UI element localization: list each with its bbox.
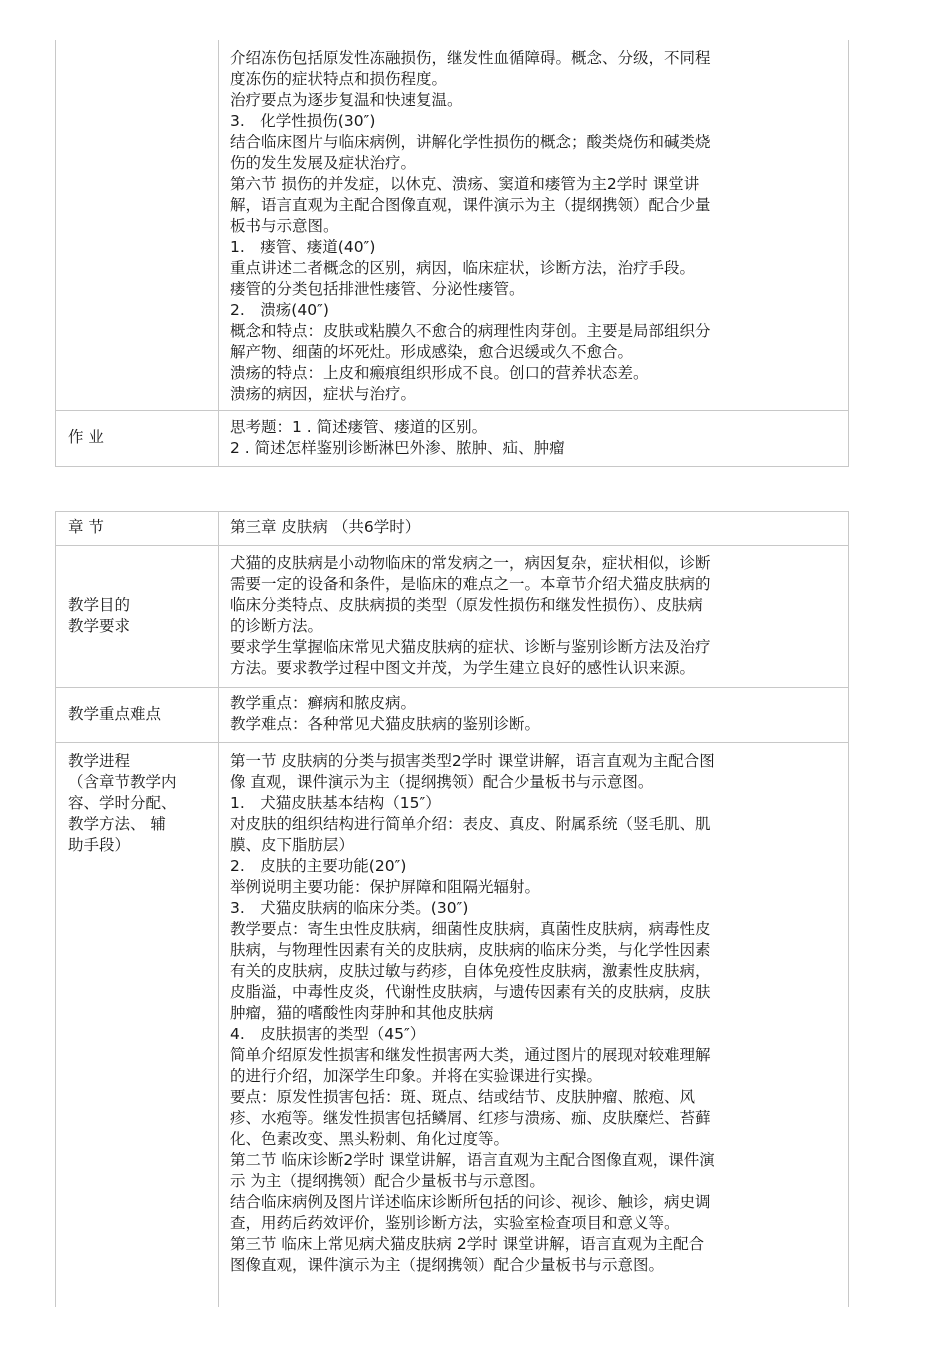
text-line: 第六节 损伤的并发症，以休克、溃疡、窦道和瘘管为主2学时 课堂讲 — [230, 175, 700, 193]
course-table-continued — [55, 40, 849, 467]
text-line: 方法。要求教学过程中图文并茂，为学生建立良好的感性认识来源。 — [230, 658, 696, 677]
text-line: 示 为主（提纲携领）配合少量板书与示意图。 — [230, 1172, 545, 1190]
text-line: 溃疡的特点：上皮和瘢痕组织形成不良。创口的营养状态差。 — [230, 364, 649, 382]
row-label-teaching-goals — [56, 546, 219, 688]
text-line: 溃疡的病因，症状与治疗。 — [230, 385, 417, 403]
label-line: （含章节教学内 — [68, 773, 177, 791]
text-line: 结合临床图片与临床病例，讲解化学性损伤的概念；酸类烧伤和碱类烧 — [230, 133, 711, 151]
text-line: 解，语言直观为主配合图像直观，课件演示为主（提纲携领）配合少量 — [230, 196, 711, 214]
text-line: 治疗要点为逐步复温和快速复温。 — [230, 91, 463, 109]
text-line: 皮脂溢，中毒性皮炎，代谢性皮肤病，与遗传因素有关的皮肤病，皮肤 — [230, 983, 711, 1001]
homework-cell — [219, 411, 849, 467]
text-line: 简单介绍原发性损害和继发性损害两大类，通过图片的展现对较难理解 — [230, 1046, 711, 1064]
text-line: 1. 瘘管、瘘道(40″) — [230, 238, 376, 256]
label-line: 教学方法、 辅 — [68, 815, 166, 833]
row-label-teaching-process — [56, 743, 219, 1307]
row-label-key-points: 教学重点难点 — [56, 688, 219, 743]
text-line: 解产物、细菌的坏死灶。形成感染，愈合迟缓或久不愈合。 — [230, 343, 634, 361]
text-line: 教学重点：癣病和脓皮病。 — [230, 694, 417, 712]
text-line: 需要一定的设备和条件，是临床的难点之一。本章节介绍犬猫皮肤病的 — [230, 574, 711, 593]
label-line: 教学目的 — [68, 595, 131, 614]
teaching-goals-cell — [219, 546, 849, 688]
text-line: 举例说明主要功能：保护屏障和阻隔光辐射。 — [230, 878, 541, 896]
text-line: 的诊断方法。 — [230, 616, 324, 635]
text-line: 3. 化学性损伤(30″) — [230, 112, 376, 130]
text-line: 概念和特点：皮肤或粘膜久不愈合的病理性肉芽创。主要是局部组织分 — [230, 322, 711, 340]
key-points-cell — [219, 688, 849, 743]
content-row — [56, 40, 849, 411]
text-line: 化、色素改变、黑头粉刺、角化过度等。 — [230, 1130, 510, 1148]
text-line: 介绍冻伤包括原发性冻融损伤，继发性血循障碍。概念、分级，不同程 — [230, 49, 711, 67]
row-label-empty — [56, 40, 219, 411]
row-label-homework: 作 业 — [56, 411, 219, 467]
text-line: 的进行介绍，加深学生印象。并将在实验课进行实操。 — [230, 1067, 603, 1085]
teaching-process-cell — [219, 743, 849, 1307]
label-line: 助手段） — [68, 836, 131, 854]
teaching-process-row — [56, 743, 849, 1307]
text-line: 结合临床病例及图片详述临床诊断所包括的问诊、视诊、触诊，病史调 — [230, 1193, 711, 1211]
label-line: 容、学时分配、 — [68, 794, 177, 812]
text-line: 图像直观，课件演示为主（提纲携领）配合少量板书与示意图。 — [230, 1256, 665, 1274]
text-line: 疹、水疱等。继发性损害包括鳞屑、红疹与溃疡、痂、皮肤糜烂、苔藓 — [230, 1109, 711, 1127]
text-line: 4. 皮肤损害的类型（45″） — [230, 1025, 426, 1043]
text-line: 临床分类特点、皮肤病损的类型（原发性损伤和继发性损伤）、皮肤病 — [230, 595, 703, 614]
text-line: 第一节 皮肤病的分类与损害类型2学时 课堂讲解，语言直观为主配合图 — [230, 752, 715, 770]
text-line: 瘘管的分类包括排泄性瘘管、分泌性瘘管。 — [230, 280, 525, 298]
text-line: 第二节 临床诊断2学时 课堂讲解，语言直观为主配合图像直观，课件演 — [230, 1151, 715, 1169]
text-line: 1. 犬猫皮肤基本结构（15″） — [230, 794, 441, 812]
text-line: 教学难点：各种常见犬猫皮肤病的鉴别诊断。 — [230, 715, 541, 733]
text-line: 查，用药后药效评价，鉴别诊断方法，实验室检查项目和意义等。 — [230, 1214, 680, 1232]
row-label-chapter: 章 节 — [56, 512, 219, 546]
text-line: 有关的皮肤病，皮肤过敏与药疹，自体免疫性皮肤病，激素性皮肤病， — [230, 962, 711, 980]
text-line: 要点：原发性损害包括：斑、斑点、结或结节、皮肤肿瘤、脓疱、风 — [230, 1088, 696, 1106]
chapter-title-cell: 第三章 皮肤病 （共6学时） — [219, 512, 849, 546]
text-line: 思考题：1 . 简述瘘管、瘘道的区别。 — [230, 417, 488, 436]
text-line: 度冻伤的症状特点和损伤程度。 — [230, 70, 448, 88]
text-line: 2. 皮肤的主要功能(20″) — [230, 857, 407, 875]
text-line: 对皮肤的组织结构进行简单介绍：表皮、真皮、附属系统（竖毛肌、肌 — [230, 815, 711, 833]
chapter-row — [56, 512, 849, 546]
teaching-goals-row — [56, 546, 849, 688]
text-line: 肤病，与物理性因素有关的皮肤病，皮肤病的临床分类，与化学性因素 — [230, 941, 711, 959]
text-line: 肿瘤，猫的嗜酸性肉芽肿和其他皮肤病 — [230, 1004, 494, 1022]
text-line: 膜、皮下脂肪层） — [230, 836, 355, 854]
text-line: 板书与示意图。 — [230, 217, 339, 235]
text-line: 要求学生掌握临床常见犬猫皮肤病的症状、诊断与鉴别诊断方法及治疗 — [230, 637, 711, 656]
text-line: 重点讲述二者概念的区别，病因，临床症状，诊断方法，治疗手段。 — [230, 259, 696, 277]
label-line: 教学要求 — [68, 616, 131, 635]
text-line: 2. 溃疡(40″) — [230, 301, 329, 319]
text-line: 第三节 临床上常见病犬猫皮肤病 2学时 课堂讲解，语言直观为主配合 — [230, 1235, 705, 1253]
chapter-three-table — [55, 511, 849, 1307]
homework-row — [56, 411, 849, 467]
text-line: 教学要点：寄生虫性皮肤病，细菌性皮肤病，真菌性皮肤病，病毒性皮 — [230, 920, 711, 938]
text-line: 伤的发生发展及症状治疗。 — [230, 154, 417, 172]
text-line: 2 . 简述怎样鉴别诊断淋巴外渗、脓肿、疝、肿瘤 — [230, 438, 565, 457]
label-line: 教学进程 — [68, 752, 131, 770]
text-line: 3. 犬猫皮肤病的临床分类。(30″) — [230, 899, 469, 917]
text-line: 犬猫的皮肤病是小动物临床的常发病之一，病因复杂，症状相似，诊断 — [230, 553, 711, 572]
content-cell — [219, 40, 849, 411]
key-points-row — [56, 688, 849, 743]
text-line: 像 直观，课件演示为主（提纲携领）配合少量板书与示意图。 — [230, 773, 654, 791]
